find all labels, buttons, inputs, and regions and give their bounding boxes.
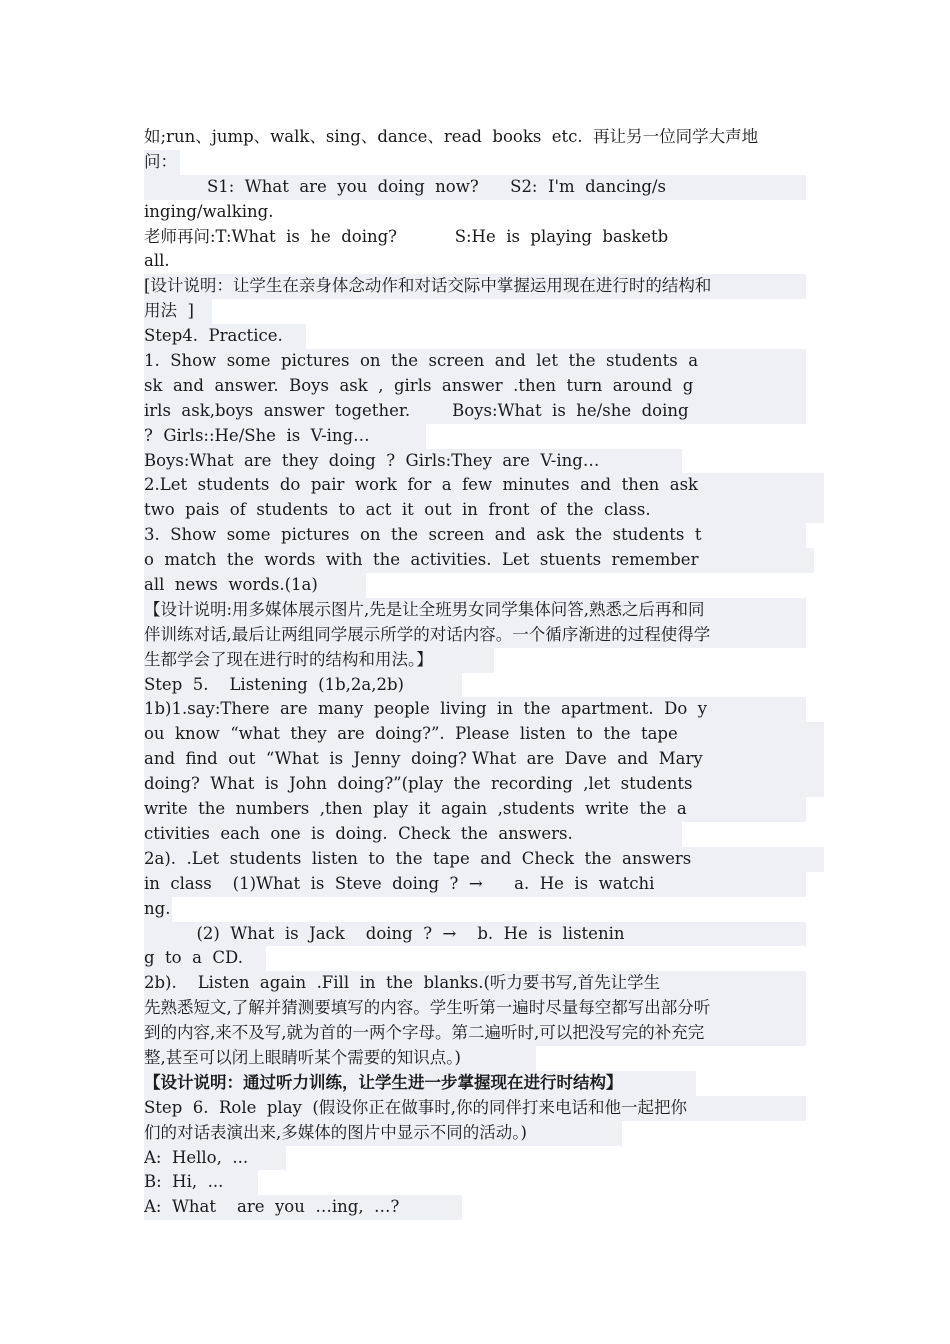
text-line: sk and answer. Boys ask , girls answer .then turn around g [144, 374, 824, 399]
text-line: 【设计说明:用多媒体展示图片,先是让全班男女同学集体问答,熟悉之后再和同 [144, 598, 824, 623]
text-line: 到的内容,来不及写,就为首的一两个字母。第二遍听时,可以把没写完的补充完 [144, 1021, 824, 1046]
text-line: ctivities each one is doing. Check the answers. [144, 822, 824, 847]
text-line: B: Hi, ... [144, 1170, 824, 1195]
text-line: 用法 ] [144, 299, 824, 324]
text-line: doing? What is John doing?”(play the recording ,let students [144, 772, 824, 797]
text-line: in class (1)What is Steve doing ? → a. He is watchi [144, 872, 824, 897]
text-line: A: Hello, ... [144, 1146, 824, 1171]
text-line: [设计说明：让学生在亲身体念动作和对话交际中掌握运用现在进行时的结构和 [144, 274, 824, 299]
text-line: 1b)1.say:There are many people living in the apartment. Do y [144, 697, 824, 722]
document-body [144, 125, 824, 1220]
text-line: write the numbers ,then play it again ,students write the a [144, 797, 824, 822]
text-line: 2.Let students do pair work for a few minutes and then ask [144, 473, 824, 498]
text-line: S1: What are you doing now? S2: I'm dancing/s [144, 175, 824, 200]
text-line: inging/walking. [144, 201, 274, 221]
text-line: 伴训练对话,最后让两组同学展示所学的对话内容。一个循序渐进的过程使得学 [144, 623, 824, 648]
text-line: two pais of students to act it out in front of the class. [144, 498, 824, 523]
text-line: 【设计说明：通过听力训练，让学生进一步掌握现在进行时结构】 [144, 1071, 824, 1096]
text-line: 2a). .Let students listen to the tape and Check the answers [144, 847, 824, 872]
text-line: ng. [144, 897, 824, 922]
text-line: all. [144, 251, 170, 271]
text-line: o match the words with the activities. Let stuents remember [144, 548, 824, 573]
text-line: 整,甚至可以闭上眼睛听某个需要的知识点。) [144, 1046, 824, 1071]
text-line: 如;run、jump、walk、sing、dance、read books etc. 再让另一位同学大声地 [144, 127, 759, 146]
text-line: 1. Show some pictures on the screen and let the students a [144, 349, 824, 374]
text-line: 生都学会了现在进行时的结构和用法。】 [144, 648, 824, 673]
text-line: 先熟悉短文,了解并猜测要填写的内容。学生听第一遍时尽量每空都写出部分听 [144, 996, 824, 1021]
text-line: Step 6. Role play (假设你正在做事时,你的同伴打来电话和他一起把你 [144, 1096, 824, 1121]
text-line: g to a CD. [144, 946, 824, 971]
text-line: (2) What is Jack doing ? → b. He is listenin [144, 922, 824, 947]
text-line: ? Girls::He/She is V-ing… [144, 424, 824, 449]
text-line: Step 5. Listening (1b,2a,2b) [144, 673, 824, 698]
text-line: 老师再问:T:What is he doing? S:He is playing basketb [144, 226, 669, 246]
text-line: and find out “What is Jenny doing? What are Dave and Mary [144, 747, 824, 772]
text-line: 问： [144, 150, 824, 175]
text-line: 2b). Listen again .Fill in the blanks.(听力要书写,首先让学生 [144, 971, 824, 996]
text-line: irls ask,boys answer together. Boys:What is he/she doing [144, 399, 824, 424]
text-line: 3. Show some pictures on the screen and ask the students t [144, 523, 824, 548]
text-line: ou know “what they are doing?”. Please listen to the tape [144, 722, 824, 747]
text-line: A: What are you …ing, …? [144, 1195, 824, 1220]
text-line: 们的对话表演出来,多媒体的图片中显示不同的活动。) [144, 1121, 824, 1146]
text-line: all news words.(1a) [144, 573, 824, 598]
text-line: Step4. Practice. [144, 324, 824, 349]
text-line: Boys:What are they doing ? Girls:They are V-ing… [144, 449, 824, 474]
